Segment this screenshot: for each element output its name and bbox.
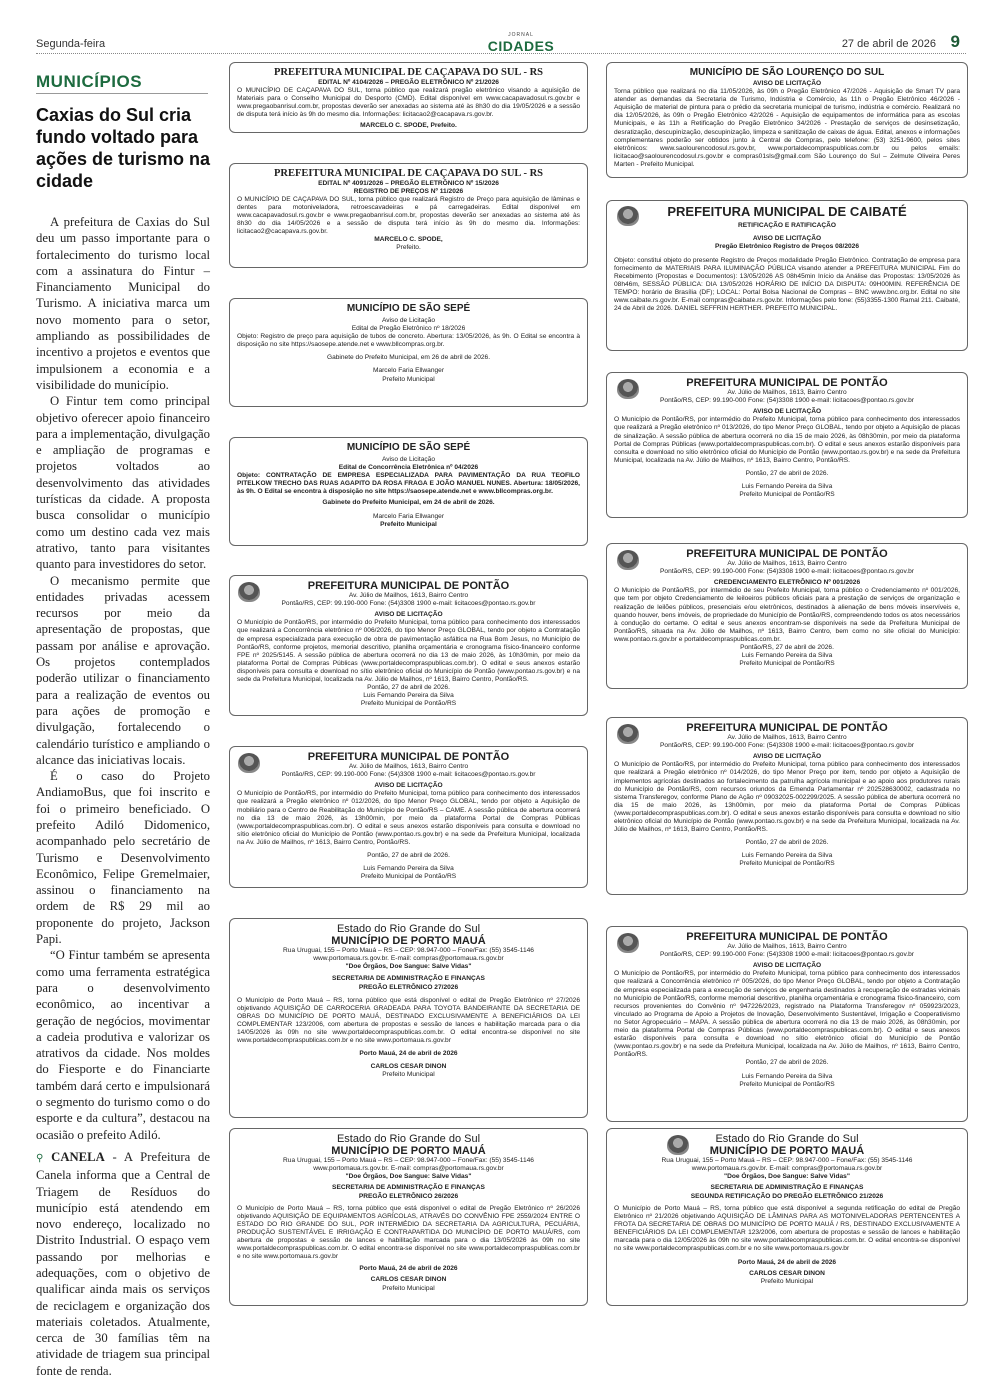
notice-address: Av. Júlio de Mailhos, 1613, Bairro Centro [727,560,847,568]
notice-state: Estado do Rio Grande do Sul [715,1133,859,1145]
notice-sao-lourenco [606,62,968,178]
notice-aviso: AVISO DE LICITAÇÃO [752,235,822,243]
notice-secretaria: SECRETARIA DE ADMINISTRAÇÃO E FINANÇAS [332,1184,485,1192]
article-paragraph: O mecanismo permite que entidades privadas acessem recursos por meio da apresentação de propostas, que passam por análise e aprovação. Os projetos contemplados poderão utilizar o financiamento para a realização de eventos ou para ações de promoção e divulgação, fortalecendo o calendário turístico e ampliando o alcance das iniciativas locais. [36,573,210,767]
notice-signature: Luis Fernando Pereira da Silva [741,652,833,660]
notice-body: Torna público que realizará no dia 11/05/2026, às 09h o Pregão Eletrônico 47/2026 - Aquisição de Smart TV para atender as demandas da Secretaria de Turismo, Indústria e Comércio, às 11h o Pregão Eletrônico 46/2026 - Aquisição de material de pintura para o prédio da secretaria municipal de turismo, indústria e comércio. Realizará no dia 12/05/2026, às 09h o Pregão Eletrônico 42/2026 - Aquisição de equipamentos de informática para as escolas Municipais, e às 11h a Retificação do Pregão Eletrônico 34/2026 - Prestação de serviços de desinsetização, desratização, descupinização, descupinização, limpeza e sanitização de caixas de água. Edital, anexos e informações complementares poderão ser obtidos junto à Central de Compras, pelo telefone: (53) 3251-9600, pelos sites eletrônicos: www.saolourencodosul.rs.gov.br, www.portaldecompraspublicas.com.br ou pelos emails: licitacao@saolourencodosul.rs.gov.br e compras01sls@gmail.com São Lourenço do Sul – Zelmute Oliveira Peres Marten - Prefeito Municipal. [614,88,961,168]
notice-role: Prefeito Municipal de Pontão/RS [739,491,835,499]
notice-body: O MUNICÍPIO DE CAÇAPAVA DO SUL, torna público que realizará pregão eletrônico visando a aquisição de Materiais para o Conselho Municipal do Desporto (CMD). Edital disponível em www.cacapavadosul.rs.gov.br e www.pregaobanrisul.com.br, propostas deverão ser anexadas ao sistema até às 8h30 do dia 19/05/2026 e a sessão de disputa terá início às 9h do mesmo dia. Informações: licitacao2@cacapava.rs.gov.br. [237,86,580,118]
notice-address: Av. Júlio de Mailhos, 1613, Bairro Centro [348,592,469,600]
article-body [36,214,210,1379]
day-label: Segunda-feira [36,38,106,50]
notice-subtitle: SEGUNDA RETIFICAÇÃO DO PREGÃO ELETRÔNICO 21/2026 [690,1192,884,1200]
notice-address: Av. Júlio de Mailhos, 1613, Bairro Centro [348,763,469,771]
coat-of-arms-icon [617,724,639,744]
notice-aviso: CREDENCIAMENTO ELETRÔNICO Nº 001/2026 [713,579,861,587]
date-label: 27 de abril de 2026 [841,38,936,50]
section-kicker: JORNAL [508,32,534,38]
notice-role: Prefeito Municipal de Pontão/RS [739,660,835,668]
page-header [36,32,966,58]
tag-rule [36,93,208,94]
notice-date: Pontão, 27 de abril de 2026. [745,469,829,477]
notice-title: MUNICÍPIO DE SÃO SEPÉ [346,303,471,314]
notice-line: Aviso de Licitação [381,456,436,463]
notice-aviso: AVISO DE LICITAÇÃO [374,782,443,790]
notice-sao-sepe-1 [229,298,588,407]
notice-body: O Município de Pontão/RS, por intermédio do Prefeito Municipal, torna público para conhecimento dos interessados que realizará a Pregão eletrônico nº 012/2026, do tipo Menor Preço GLOBAL, tendo por objeto a Aquisição de mobiliário para o Centro de Reabilitação do Município de Pontão/RS – CAME. A sessão pública de abertura ocorrerá no dia 13 de maio 2026, às 13h00min, por meio da plataforma Portal de Compras Públicas (www.portaldecompraspublicas.com.br). O edital e seus anexos estarão disponíveis para consulta e download no sítio eletrônico oficial do Município de Pontão (www.pontao.rs.gov.br) e na sede da Prefeitura Municipal, localizada na Av. Júlio de Mailhos, nº 1613, Bairro Centro, Pontão/RS. [237,790,580,846]
notice-title: PREFEITURA MUNICIPAL DE PONTÃO [307,751,510,763]
notice-contact: Pontão/RS, CEP: 99.190-000 Fone: (54)3308 1900 e-mail: licitacoes@pontao.rs.gov.br [660,397,914,405]
notice-body: O Município de Porto Mauá – RS, torna público que está disponível o edital de Pregão Eletrônico nº 27/2026 objetivando AQUISIÇÃO DE CARROCERIA GRADEADA PARA TOYOTA BANDEIRANTE DA SECRETARIA DE OBRAS DO MUNICÍPIO DE PORTO MAUÁ, DESTINADO EXCLUSIVAMENTE A BENEFICIÁRIOS DA LEI COMPLEMENTAR 123/2006, com abertura de propostas e sessão de lances e habilitação marcada para o dia 14/05/2026 às 09h no site www.portaldecompraspublicas.com.br. O edital encontra-se disponível no site www.portaldecompraspublicas.com.br e no site www.portomaua.rs.gov.br [237,996,580,1045]
notice-body: O Município de Pontão/RS, por intermédio do Prefeito Municipal, torna público para conhecimento dos interessados que realizará a Pregão eletrônico nº 014/2026, do tipo Menor Preço por item, tendo por objeto a Aquisição de implementos agrícolas destinados ao fortalecimento da patrulha agrícola municipal e ao apoio aos produtores rurais do Município de Pontão/RS, com recursos oriundos da Emenda Parlamentar nº 202528630002, cadastrada no sistema Transferegov, conforme Plano de Ação nº 09032025-002299/2025. A sessão pública de abertura ocorrerá no dia 15 de maio 2026, às 13h00min, por meio da plataforma Portal de Compras Públicas (www.portaldecompraspublicas.com.br). O edital e seus anexos estarão disponíveis para consulta e download no sítio eletrônico oficial do Município de Pontão (www.pontao.rs.gov.br) e na sede da Prefeitura Municipal, localizada na Av. Júlio de Mailhos, nº 1613, Bairro Centro, Pontão/RS. [614,761,960,834]
notice-site: www.portomaua.rs.gov.br. E-mail: compras@portomaua.rs.gov.br [313,955,504,963]
notice-title: PREFEITURA MUNICIPAL DE CAÇAPAVA DO SUL - RS [273,67,544,78]
notice-signature: MARCELO C. SPODE, Prefeito. [360,122,457,130]
notice-date: Pontão, 27 de abril de 2026. [745,839,829,847]
notice-secretaria: SECRETARIA DE ADMINISTRAÇÃO E FINANÇAS [332,975,485,983]
notice-subtitle: EDITAL Nº 4091/2026 – PREGÃO ELETRÔNICO Nº 15/2026 [318,179,499,187]
page-number: 9 [950,32,960,51]
notice-porto-maua-1 [229,918,588,1118]
notice-contact: Pontão/RS, CEP: 99.190-000 Fone: (54)3308 1900 e-mail: licitacoes@pontao.rs.gov.br [281,771,536,779]
coat-of-arms-icon [238,753,260,773]
notice-body: Objeto: CONTRATAÇÃO DE EMPRESA ESPECIALIZADA PARA PAVIMENTAÇÃO DA RUA TEOFILO PITELKOW TRECHO DAS RUAS AGAPITO DA ROSA FRAGA E JOÃO MANUEL NUNES. Abertura: 18/05/2026, às 9h. O Edital se encontra à disposição no site https://saosepe.atende.net e www.bllcompras.org.br. [237,472,580,496]
notice-date: Porto Mauá, 24 de abril de 2026 [359,1265,458,1273]
notice-address: Rua Uruguai, 155 – Porto Mauá – RS – CEP: 98.947-000 – Fone/Fax: (55) 3545-1146 [661,1157,913,1165]
coat-of-arms-icon [617,206,639,226]
notice-contact: Pontão/RS, CEP: 99.190-000 Fone: (54)3308 1900 e-mail: licitacoes@pontao.rs.gov.br [281,600,536,608]
notice-subtitle: PREGÃO ELETRÔNICO 27/2026 [358,983,459,991]
notice-body: O MUNICÍPIO DE CAÇAPAVA DO SUL, torna público que realizará Registro de Preço para aquisição de lâminas e dentes para motoniveladora, retroescavadeiras e pá carregadeiras. Edital disponível em www.cacapavadosul.rs.gov.br e www.pregaobanrisul.com.br, propostas deverão ser anexadas ao sistema até às 8h30 do dia 14/05/2026 e a sessão de disputa terá início às 9h do mesmo dia. Informações: licitacao2@cacapava.rs.gov.br. [237,195,580,236]
notice-aviso: AVISO DE LICITAÇÃO [752,753,822,761]
notice-signature: Luis Fernando Pereira da Silva [363,692,454,700]
notice-body: O Município de Pontão/RS, por intermédio de seu Prefeito Municipal, torna público o Credenciamento nº 001/2026, que tem por objeto Credenciamento de leiloeiros públicos oficiais para a prestação de serviços de organização e realização de leilões públicos, presenciais e/ou eletrônicos, destinados à alienação de bens móveis inservíveis e, quando houver, bens imóveis, de propriedade do Município de Pontão/RS, compreendendo todos os atos necessários à condução do certame. O edital e seus anexos encontram-se disponíveis na sede da Prefeitura Municipal de Pontão/RS, situada na Av. Júlio de Mailhos, nº 1613, Bairro Centro, bem como no site oficial do Município: www.pontao.rs.gov.br e portaldecompraspublicas.com.br. [614,587,960,643]
notice-porto-maua-3 [606,1128,968,1306]
location-pin-icon: ⚲ [36,1152,44,1164]
article-paragraph: A prefeitura de Caxias do Sul deu um passo importante para o fortalecimento do turismo local com a assinatura do Fintur – Financiamento Municipal do Turismo. A iniciativa marca um novo momento para o setor, ampliando as possibilidades de incentivo a projetos e eventos que impulsionem a economia e a visibilidade do município. [36,215,210,392]
notice-address: Rua Uruguai, 155 – Porto Mauá – RS – CEP: 98.947-000 – Fone/Fax: (55) 3545-1146 [283,947,534,955]
notice-aviso: AVISO DE LICITAÇÃO [752,962,822,970]
notice-date: Pontão, 27 de abril de 2026. [367,684,450,692]
article-paragraph: O Fintur tem como principal objetivo oferecer apoio financeiro para a implementação, divulgação e ampliação de programas e projetos voltados ao desenvolvimento das atividades turísticas da cidade. A proposta busca consolidar o município como um destino cada vez mais atrativo, tanto para visitantes quanto para investidores do setor. [36,394,210,572]
notice-secretaria: SECRETARIA DE ADMINISTRAÇÃO E FINANÇAS [710,1184,864,1192]
notice-title: PREFEITURA MUNICIPAL DE PONTÃO [686,931,888,943]
header-rule [36,53,966,54]
notice-role: Prefeito Municipal [382,1071,435,1079]
notice-role: Prefeito Municipal [382,1284,435,1292]
notice-motto: "Doe Órgãos, Doe Sangue: Salve Vidas" [345,1173,472,1181]
notice-body: O Município de Porto Mauá – RS, torna público que está disponível a segunda retificação do edital de Pregão Eletrônico nº 21/2026 objetivando AQUISIÇÃO DE LÂMINAS PARA AS MOTONIVELADORAS PERTENCENTES A FROTA DA SECRETARIA DE OBRAS DO MUNICÍPIO DE PORTO MAUÁ / RS, DESTINADO EXCLUSIVAMENTE A BENEFICIÁRIOS DA LEI COMPLEMENTAR 123/2006, com abertura de propostas e sessão de lances e habilitação marcada para o dia 12/05/2026 às 09h no site www.portaldecompraspublicas.com.br. O edital encontra-se disponível no site www.portaldecompraspublicas.com.br e no site www.portomaua.rs.gov.br [614,1204,960,1253]
notice-signature: CARLOS CESAR DINON [370,1276,447,1284]
notice-date: Gabinete do Prefeito Municipal, em 24 de abril de 2026. [322,499,495,507]
notice-role: Prefeito Municipal [382,375,435,383]
notice-date: Pontão, 27 de abril de 2026. [367,852,450,860]
notice-date: Gabinete do Prefeito Municipal, em 26 de abril de 2026. [326,354,491,362]
notice-line: Edital de Pregão Eletrônico nº 18/2026 [351,325,466,333]
canela-note [36,1149,210,1379]
notice-role: Prefeito Municipal [760,1278,814,1286]
notice-role: Prefeito Municipal de Pontão/RS [360,873,457,881]
notice-subtitle: EDITAL Nº 4104/2026 – PREGÃO ELETRÔNICO Nº 21/2026 [318,78,499,86]
notice-subtitle: RETIFICAÇÃO E RATIFICAÇÃO [737,222,837,230]
notice-address: Rua Uruguai, 155 – Porto Mauá – RS – CEP: 98.947-000 – Fone/Fax: (55) 3545-1146 [283,1157,534,1165]
coat-of-arms-icon [667,1135,689,1155]
notice-body: O Município de Pontão/RS, por intermédio do Prefeito Municipal, torna público para conhecimento dos interessados que realizará a Concorrência eletrônico nº 006/2026, do tipo Menor Preço GLOBAL, tendo por objeto a Contratação de empresa especializada para execução de obra de pavimentação asfáltica na Rua Bom Jesus, no Município de Pontão/RS, conforme projetos, memorial descritivo, planilha orçamentária e cronograma físico-financeiro conforme FPE nº 2025/5145. A sessão pública de abertura ocorrerá no dia 13 de maio 2026, às 10h30min, por meio da plataforma Portal de Compras Públicas (www.portaldecompraspublicas.com.br). O edital e seus anexos estarão disponíveis para consulta e download no sítio eletrônico oficial do Município de Pontão (www.pontao.rs.gov.br) e na sede da Prefeitura Municipal, localizada na Av. Júlio de Mailhos, nº 1613, Bairro Centro, Pontão/RS. [237,619,580,684]
notice-address: Av. Júlio de Mailhos, 1613, Bairro Centro [727,734,847,742]
notice-signature: CARLOS CESAR DINON [749,1270,825,1278]
notice-signature: Marcelo Faria Ellwanger [372,512,445,520]
notice-role: Prefeito Municipal [380,520,437,528]
notice-signature: Luis Fernando Pereira da Silva [363,865,454,873]
notice-date: Porto Mauá, 24 de abril de 2026 [737,1259,837,1267]
notice-pontao-b [229,746,588,888]
notice-line: Aviso de Licitação [381,317,436,324]
notice-aviso: AVISO DE LICITAÇÃO [752,80,822,87]
notice-role: Prefeito. [396,244,421,252]
notice-subtitle: PREGÃO ELETRÔNICO 26/2026 [358,1192,459,1200]
coat-of-arms-icon [617,933,639,953]
notice-title: PREFEITURA MUNICIPAL DE PONTÃO [686,548,888,560]
notice-date: Pontão/RS, 27 de abril de 2026. [740,644,834,652]
notice-pontao-e [606,717,968,895]
notice-contact: Pontão/RS, CEP: 99.190-000 Fone: (54)3308 1900 e-mail: licitacoes@pontao.rs.gov.br [660,742,914,750]
notice-state: Estado do Rio Grande do Sul [336,1133,481,1145]
article-headline: Caxias do Sul cria fundo voltado para ações de turismo na cidade [36,105,211,191]
notice-pontao-d [606,543,968,689]
notice-line: Edital de Concorrência Eletrônica nº 04/2026 [338,464,479,472]
notice-contact: Pontão/RS, CEP: 99.190-000 Fone: (54)3308 1900 e-mail: licitacoes@pontao.rs.gov.br [660,568,914,576]
notice-aviso: AVISO DE LICITAÇÃO [752,408,822,416]
notice-site: www.portomaua.rs.gov.br. E-mail: compras@portomaua.rs.gov.br [313,1165,504,1173]
notice-sao-sepe-2 [229,437,588,546]
coat-of-arms-icon [617,550,639,570]
notice-body: O Município de Porto Mauá – RS, torna público que está disponível o edital de Pregão Eletrônico nº 26/2026 objetivando AQUISIÇÃO DE EQUIPAMENTOS AGRÍCOLAS, ATRAVÉS DO CONVÊNIO FPE 2559/2024 ENTRE O ESTADO DO RIO GRANDE DO SUL, POR INTERMÉDIO DA SECRETARIA DA AGRICULTURA, PECUÁRIA, PRODUÇÃO SUSTENTÁVEL E IRRIGAÇÃO E CONTRAPARTIDA DO MUNICÍPIO DE PORTO MAUÁ/RS, com abertura de propostas e sessão de lances e habilitação marcada para o dia 13/05/2026 às 09h no site www.portaldecompraspublicas.com.br. O edital encontra-se disponível no site www.portaldecompraspublicas.com.br e no site www.portomaua.rs.gov.br [237,1204,580,1261]
notice-role: Prefeito Municipal de Pontão/RS [739,1080,835,1088]
notice-porto-maua-2 [229,1128,588,1306]
notice-caibate [606,200,968,351]
notice-body: O Município de Pontão/RS, por intermédio do Prefeito Municipal, torna público para conhecimento dos interessados que realizará a Pregão eletrônico nº 013/2026, do tipo Menor Preço GLOBAL, tendo por objeto a Aquisição de placas de sinalização. A sessão pública de abertura ocorrerá no dia 15 de maio 2026, às 08h30min, por meio da plataforma Portal de Compras Públicas (www.portaldecompraspublicas.com.br). O edital e seus anexos estarão disponíveis para consulta e download no sítio eletrônico oficial do Município de Pontão (www.pontao.rs.gov.br) e na sede da Prefeitura Municipal, localizada na Av. Júlio de Mailhos, nº 1613, Bairro Centro, Pontão/RS. [614,416,960,464]
notice-pontao-a [229,575,588,716]
note-text: - A Prefeitura de Canela informa que a Central de Triagem de Resíduos do município está atendendo em novo endereço, localizado no Distrito Industrial. O espaço vem passando por melhorias e adequações, com o objetivo de qualificar ainda mais os serviços de reciclagem e organização dos materiais coletados. Atualmente, cerca de 30 famílias têm na atividade de triagem sua principal fonte de renda. [36,1149,211,1378]
notice-address: Av. Júlio de Mailhos, 1613, Bairro Centro [727,943,847,951]
notice-cacapava-2 [229,163,588,268]
notice-body: Objeto: constitui objeto do presente Registro de Preços modalidade Pregão Eletrônico. Contratação de empresa para fornecimento de MATERIAIS PARA ILUMINAÇÃO PÚBLICA visando atender a PREFEITURA MUNICIPAL Fim do Recebimento (Propostas e Documentos): 13/05/2026 AS 08h45min Início da Análise das Propostas: 13/05/2026 às 08h46m, SESSÃO PÚBLICA: DIA 13/05/2026 HORÁRIO DE INÍCIO DA DISPUTA: 09H00MIN. REFERÊNCIA DE TEMPO: horário de Brasília (DF); LOCAL: Portal Bolsa Nacional de Compras – BNC www.bnc.org.br. Edital no site www.caibate.rs.gov.br. E-mail compras@caibate.rs.gov.br. Informações pelo fone: (55)3355-1300 Ramal 211. Caibaté, 24 de Abril de 2026. DANIEL SEFFRIN HERTHER. PREFEITO MUNICIPAL. [614,256,960,313]
section-title: CIDADES [487,38,555,54]
notice-date: Pontão, 27 de abril de 2026. [745,1059,829,1067]
notice-date: Porto Mauá, 24 de abril de 2026 [359,1050,458,1058]
notice-title: PREFEITURA MUNICIPAL DE PONTÃO [686,377,888,389]
notice-signature: Marcelo Faria Ellwanger [372,367,445,375]
notice-subtitle-2: REGISTRO DE PREÇOS Nº 11/2026 [353,187,464,195]
notice-address: Av. Júlio de Mailhos, 1613, Bairro Centro [727,389,847,397]
notice-contact: Pontão/RS, CEP: 99.190-000 Fone: (54)3308 1900 e-mail: licitacoes@pontao.rs.gov.br [660,951,914,959]
notice-title: PREFEITURA MUNICIPAL DE CAÇAPAVA DO SUL - RS [273,168,544,179]
coat-of-arms-icon [238,582,260,602]
notice-state: Estado do Rio Grande do Sul [336,923,481,935]
notice-body: O Município de Pontão/RS, por intermédio do Prefeito Municipal, torna público para conhecimento dos interessados que realizará a Concorrência eletrônico nº 005/2026, do tipo Menor Preço GLOBAL, tendo por objeto a Contratação de empresa especializada para a execução de serviços de engenharia destinados à recuperação de estradas vicinais no Município de Pontão/RS, conforme memorial descritivo, planilha orçamentária e cronograma físico-financeiro, com recursos provenientes do Convênio nº 947226/2023, registrado na Plataforma Transferegov nº 059923/2023, vinculado ao Programa de Apoio a Projetos de Inovação, Desenvolvimento Sustentável, Irrigação e Cooperativismo no Setor Agropecuário – MAPA. A sessão pública de abertura ocorrerá no dia 13 de maio 2026, às 08h30min, por meio da plataforma Portal de Compras Públicas (www.portaldecompraspublicas.com.br). O edital e seus anexos estarão disponíveis para consulta e download no sítio eletrônico oficial do Município de Pontão (www.pontao.rs.gov.br) e na sede da Prefeitura Municipal, localizada na Av. Júlio de Mailhos, nº 1613, Bairro Centro, Pontão/RS. [614,970,960,1059]
notice-motto: "Doe Órgãos, Doe Sangue: Salve Vidas" [345,963,472,971]
notice-role: Prefeito Municipal de Pontão/RS [360,700,457,708]
notice-signature: CARLOS CESAR DINON [370,1063,447,1071]
notice-title: MUNICÍPIO DE PORTO MAUÁ [331,1145,486,1158]
notice-signature: Luis Fernando Pereira da Silva [741,852,833,860]
notice-subtitle-2: Pregão Eletrônico Registro de Preços 08/2026 [714,243,860,251]
note-city: CANELA [51,1149,105,1164]
notice-motto: "Doe Órgãos, Doe Sangue: Salve Vidas" [724,1173,850,1181]
coat-of-arms-icon [617,379,639,399]
notice-signature: Luis Fernando Pereira da Silva [741,1072,833,1080]
notice-title: PREFEITURA MUNICIPAL DE PONTÃO [686,722,888,734]
section-tag: MUNICÍPIOS [36,72,143,91]
notice-pontao-f [606,926,968,1122]
notice-title: MUNICÍPIO DE PORTO MAUÁ [709,1145,865,1158]
notice-cacapava-1 [229,62,588,133]
notice-signature: Luis Fernando Pereira da Silva [741,483,833,491]
notice-title: PREFEITURA MUNICIPAL DE CAIBATÉ [667,204,907,219]
notice-role: Prefeito Municipal de Pontão/RS [739,860,835,868]
notice-title: MUNICÍPIO DE SÃO LOURENÇO DO SUL [689,67,885,78]
notice-signature: MARCELO C. SPODE, [374,236,443,244]
notice-site: www.portomaua.rs.gov.br. E-mail: compras@portomaua.rs.gov.br [691,1165,883,1173]
article-paragraph: “O Fintur também se apresenta como uma ferramenta estratégica para o desenvolvimento econômico, ao incentivar a geração de negócios, movimentar a cadeia produtiva e valorizar os atrativos da cidade. Nos moldes do Fiesporte e do Financiarte também dará certo e impulsionará o segmento do turismo como o do esporte e da cultura”, destacou na ocasião o prefeito Adiló. [36,948,210,1142]
article-paragraph: É o caso do Projeto AndiamoBus, que foi inscrito e foi o primeiro beneficiado. O prefeito Adiló Didomenico, acompanhado pelo secretário de Turismo e Desenvolvimento Econômico, Felipe Gremelmaier, assinou o financiamento na ordem de R$ 29 mil ao proponente do projeto, Jackson Papi. [36,769,210,947]
notice-title: PREFEITURA MUNICIPAL DE PONTÃO [307,580,510,592]
notice-title: MUNICÍPIO DE PORTO MAUÁ [331,935,486,948]
notice-body: Objeto: Registro de preço para aquisição de tubos de concreto. Abertura: 13/05/2026, às 9h. O Edital se encontra à disposição no site https://saosepe.atende.net e www.bllcompras.org.br. [237,333,580,349]
notice-title: MUNICÍPIO DE SÃO SEPÉ [346,442,471,453]
notice-aviso: AVISO DE LICITAÇÃO [374,611,443,619]
notice-pontao-c [606,372,968,518]
